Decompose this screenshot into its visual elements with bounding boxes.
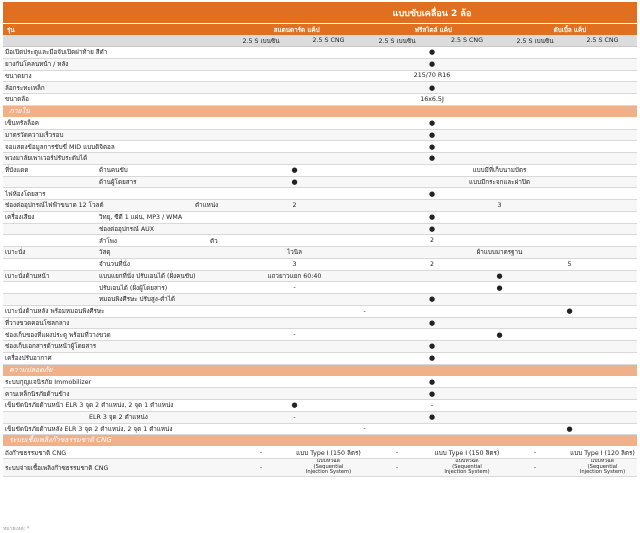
table-title: แบบขับเคลื่อน 2 ล้อ: [3, 2, 637, 23]
table-row: ถังก๊าซธรรมชาติ CNG - แบบ Type I (150 ลิตร) - แบบ Type I (150 ลิตร) - แบบ Type I (120 ลิตร): [3, 447, 637, 459]
table-row: ELR 3 จุด 2 ตำแหน่ง - ●: [3, 412, 637, 424]
footnote: หมายเหตุ: *: [3, 526, 30, 532]
table-row: ระบบกุญแจนิรภัย Immobilizer ●: [3, 377, 637, 389]
table-row: มาตรวัดความเร็วรอบ ●: [3, 130, 637, 142]
variant-header: 2.5 S เบนซิน: [378, 37, 416, 45]
table-row: ช่องเก็บเอกสารด้านหน้าผู้โดยสาร ●: [3, 341, 637, 353]
table-row: เข็มขัดนิรภัยด้านหน้า ELR 3 จุด 2 ตำแหน่ง, 2 จุด 1 ตำแหน่ง ● -: [3, 400, 637, 412]
table-row: พวงมาลัยเพาเวอร์ปรับระดับได้ ●: [3, 153, 637, 165]
group-header-row: [3, 23, 637, 35]
section-cng: ระบบเชื้อเพลิงก๊าซธรรมชาติ CNG: [3, 435, 637, 447]
table-row: เครื่องปรับอากาศ ●: [3, 353, 637, 365]
group-double-cab: ดับเบิ้ล แค็ป: [553, 26, 587, 34]
table-row: ขนาดยาง 215/70 R16: [3, 71, 637, 83]
table-row: จำนวนที่นั่ง 3 2 5: [3, 259, 637, 271]
variant-header: 2.5 S เบนซิน: [242, 37, 280, 45]
table-row: มือเปิดประตูและมือจับเปิดฝาท้าย สีดำ ●: [3, 47, 637, 59]
table-row: ช่องต่ออุปกรณ์ AUX ●: [3, 224, 637, 236]
table-row: ช่องเก็บของที่แผงประตู พร้อมที่วางขวด - ●: [3, 329, 637, 341]
table-row: ล้อกระทะเหล็ก ●: [3, 82, 637, 94]
section-safety: ความปลอดภัย: [3, 365, 637, 377]
table-row: ช่องต่ออุปกรณ์ไฟฟ้าขนาด 12 โวลต์ ตำแหน่ง 2 3: [3, 200, 637, 212]
variant-header: 2.5 S CNG: [586, 37, 619, 44]
table-row: เบาะนั่ง วัสดุ ไวนิล ผ้าแบบมาตรฐาน: [3, 247, 637, 259]
table-row: จอแสดงข้อมูลการขับขี่ MID แบบดิจิตอล ●: [3, 141, 637, 153]
table-row: เบาะนั่งด้านหลัง พร้อมหมอนพิงศีรษะ - ●: [3, 306, 637, 318]
table-row: ขนาดล้อ 16x6.5J: [3, 94, 637, 106]
group-freestyle-cab: ฟรีสไตล์ แค็ป: [414, 26, 452, 34]
table-row: เข็มขัดนิรภัยด้านหลัง ELR 3 จุด 2 ตำแหน่ง, 2 จุด 1 ตำแหน่ง - ●: [3, 424, 637, 436]
variant-header: 2.5 S เบนซิน: [516, 37, 554, 45]
model-column-header: รุ่น: [7, 26, 15, 34]
variant-header: 2.5 S CNG: [450, 37, 483, 44]
spec-table: [3, 2, 637, 477]
table-row: ด้านผู้โดยสาร ● แบบมีกระจกและฝาปิด: [3, 177, 637, 189]
variant-header-row: [3, 35, 637, 47]
table-row: คานเหล็กนิรภัยด้านข้าง ●: [3, 388, 637, 400]
table-row: ที่บังแดด ด้านคนขับ ● แบบมีที่เก็บนามบัตร: [3, 165, 637, 177]
table-row: ลำโพง ตัว 2: [3, 235, 637, 247]
group-standard-cab: สแตนดาร์ด แค็ป: [273, 26, 320, 34]
table-row: ไฟห้องโดยสาร ●: [3, 188, 637, 200]
table-row: ที่วางขวดคอนโซลกลาง ●: [3, 318, 637, 330]
table-row: ระบบจ่ายเชื้อเพลิงก๊าซธรรมชาติ CNG - แบบหัวฉีด (Sequential Injection System) - แบบหัวฉีด (Sequential Injection System) - แบบหัวฉีด (Sequential Injection System): [3, 459, 637, 477]
table-row: หมอนพิงศีรษะ ปรับสูง-ต่ำได้ ●: [3, 294, 637, 306]
table-row: ยางกันโคลนหน้า / หลัง ●: [3, 59, 637, 71]
section-interior: ภายใน: [3, 106, 637, 118]
table-row: เซ็นทรัลล็อค ●: [3, 118, 637, 130]
table-row: ปรับเอนได้ (ฝั่งผู้โดยสาร) - ●: [3, 282, 637, 294]
table-row: เครื่องเสียง วิทยุ, ซีดี 1 แผ่น, MP3 / WMA ●: [3, 212, 637, 224]
variant-header: 2.5 S CNG: [312, 37, 345, 44]
table-row: เบาะนั่งด้านหน้า แบบแยกที่นั่ง ปรับเอนได้ (ฝั่งคนขับ) แถวยาวแยก 60:40 ●: [3, 271, 637, 283]
